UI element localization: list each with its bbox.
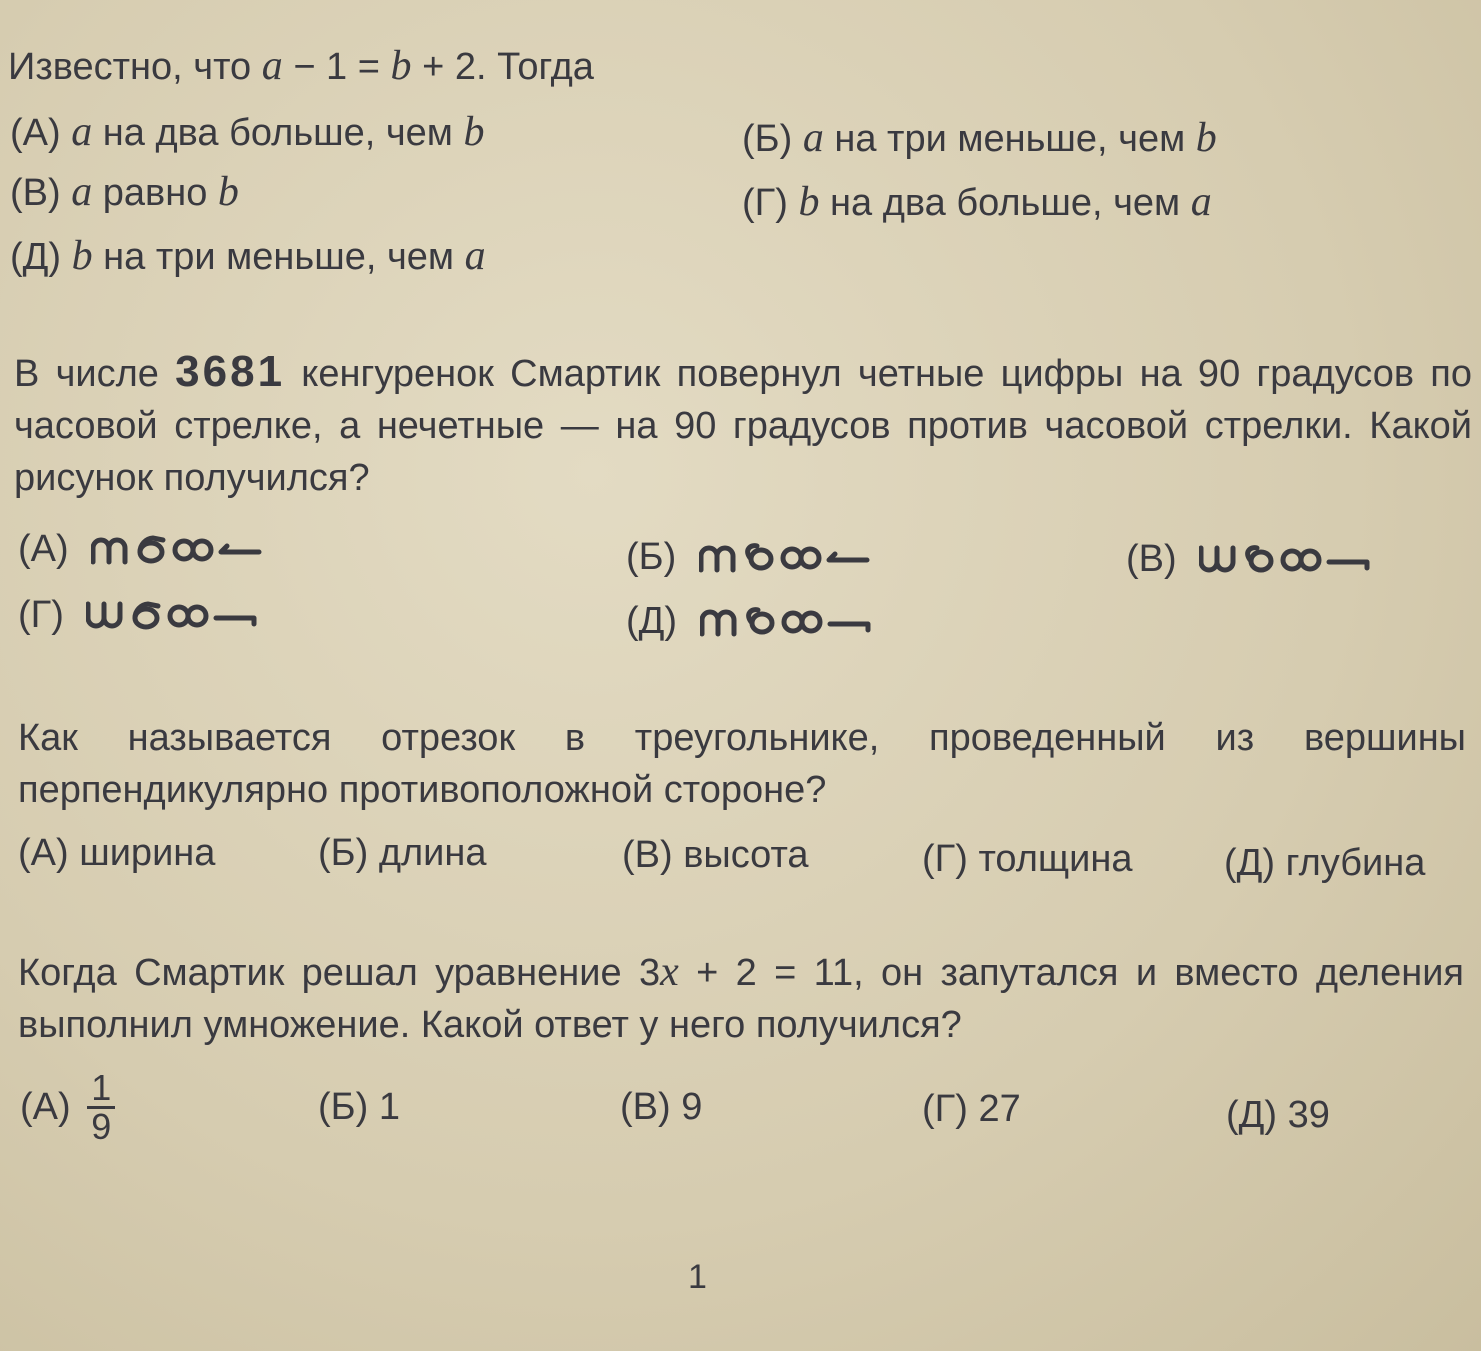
q4-stem <box>18 946 1464 1051</box>
q1-option-var1: b <box>798 179 820 225</box>
q1-option-var1: b <box>71 233 93 279</box>
q1-option-label: (Д) <box>10 236 62 278</box>
q1-option-var2: b <box>463 109 485 155</box>
q4-text-before: Когда Смартик решал уравнение <box>18 952 622 994</box>
q2-stem <box>14 346 1472 504</box>
q3-option-text: ширина <box>79 832 216 874</box>
q2-option-label: (А) <box>18 528 69 570</box>
q3-option-e[interactable] <box>1224 842 1425 885</box>
q2-option-d[interactable] <box>18 594 276 637</box>
q2-option-label: (В) <box>1126 538 1177 580</box>
q1-option-label: (Г) <box>742 182 788 224</box>
q1-option-d[interactable] <box>742 178 1212 226</box>
q3-option-label: (Б) <box>318 832 369 874</box>
q4-option-a[interactable] <box>20 1067 115 1147</box>
q1-option-label: (Б) <box>742 118 793 160</box>
q4-option-e[interactable] <box>1226 1094 1330 1137</box>
q4-option-text: 27 <box>978 1088 1021 1130</box>
q3-option-text: глубина <box>1285 842 1426 884</box>
q4-option-b[interactable] <box>318 1086 400 1129</box>
q1-option-var2: b <box>217 169 239 215</box>
q2-option-e[interactable] <box>626 600 890 643</box>
q1-option-a[interactable] <box>10 108 484 156</box>
q2-option-c[interactable] <box>1126 538 1389 581</box>
q2-option-label: (Г) <box>18 594 64 636</box>
q1-option-b[interactable] <box>742 114 1217 162</box>
q1-option-label: (В) <box>10 172 61 214</box>
q4-option-label: (А) <box>20 1086 71 1128</box>
q1-option-var2: a <box>1190 179 1212 225</box>
q4-option-label: (Г) <box>922 1088 968 1130</box>
q1-option-label: (А) <box>10 112 61 154</box>
q1-eq-mid: − 1 = <box>293 46 380 88</box>
q3-option-a[interactable] <box>18 832 215 875</box>
q3-option-label: (Д) <box>1224 842 1276 884</box>
q1-option-text: на три меньше, чем <box>834 118 1186 160</box>
q2-option-label: (Д) <box>626 600 678 642</box>
q1-eq-b: b <box>390 43 412 89</box>
fraction-denominator: 9 <box>91 1106 112 1147</box>
q3-option-label: (В) <box>622 834 673 876</box>
q4-text-after: , он запутался и вместо деления выполнил умножение. Какой ответ у него получился? <box>18 952 1465 1046</box>
q1-option-text: равно <box>102 172 208 214</box>
q4-option-c[interactable] <box>620 1086 702 1129</box>
rotated-digits-b-icon <box>699 542 889 576</box>
q3-option-text: длина <box>378 832 487 874</box>
q1-eq-a: a <box>261 43 283 89</box>
q3-option-text: высота <box>683 834 809 876</box>
q1-stem-prefix: Известно, что <box>8 46 252 88</box>
q4-option-text: 9 <box>681 1086 703 1128</box>
q4-option-label: (Б) <box>318 1086 369 1128</box>
q2-text-before: В числе <box>14 353 159 395</box>
q3-option-c[interactable] <box>622 834 809 877</box>
q1-stem <box>8 40 594 93</box>
q3-text: Как называется отрезок в треугольнике, проведенный из вершины перпендикулярно противоположной стороне? <box>18 717 1466 811</box>
rotated-digits-a-icon <box>91 534 281 568</box>
q4-option-fraction <box>87 1067 115 1147</box>
q1-option-var1: a <box>71 109 93 155</box>
rotated-digits-c-icon <box>1199 544 1389 578</box>
q1-option-c[interactable] <box>10 168 239 216</box>
q4-eq-coef: 3 <box>638 952 661 994</box>
rotated-digits-e-icon <box>700 606 890 640</box>
q3-option-b[interactable] <box>318 832 487 875</box>
q1-option-var2: a <box>464 233 486 279</box>
q3-option-text: толщина <box>978 838 1133 880</box>
q3-option-label: (А) <box>18 832 69 874</box>
q1-option-var1: a <box>802 115 824 161</box>
q1-option-text: на три меньше, чем <box>103 236 455 278</box>
q4-option-text: 1 <box>378 1086 400 1128</box>
q3-option-d[interactable] <box>922 838 1133 881</box>
page-number: 1 <box>688 1258 707 1296</box>
q2-option-label: (Б) <box>626 536 677 578</box>
rotated-digits-d-icon <box>86 600 276 634</box>
q4-option-text: 39 <box>1287 1094 1330 1136</box>
q1-option-var2: b <box>1195 115 1217 161</box>
q4-eq <box>638 949 854 995</box>
q2-option-b[interactable] <box>626 536 889 579</box>
q1-option-text: на два больше, чем <box>102 112 453 154</box>
fraction-numerator: 1 <box>87 1070 115 1109</box>
q2-option-a[interactable] <box>18 528 281 571</box>
q1-eq-tail: + 2. Тогда <box>422 46 594 88</box>
q4-option-d[interactable] <box>922 1088 1021 1131</box>
q1-option-e[interactable] <box>10 232 486 280</box>
q3-stem <box>18 712 1466 816</box>
q4-eq-var: x <box>660 949 679 995</box>
q1-option-var1: a <box>71 169 93 215</box>
q3-option-label: (Г) <box>922 838 968 880</box>
q4-option-label: (Д) <box>1226 1094 1278 1136</box>
q2-text-after: кенгуренок Смартик повернул четные цифры на 90 градусов по часовой стрелке, а нечетные — на 90 градусов против часовой стрелки. Какой рисунок получился? <box>14 353 1473 499</box>
q1-option-text: на два больше, чем <box>830 182 1181 224</box>
q2-number: 3681 <box>175 347 286 396</box>
q4-eq-rest: + 2 = 11 <box>696 952 854 994</box>
q4-option-label: (В) <box>620 1086 671 1128</box>
